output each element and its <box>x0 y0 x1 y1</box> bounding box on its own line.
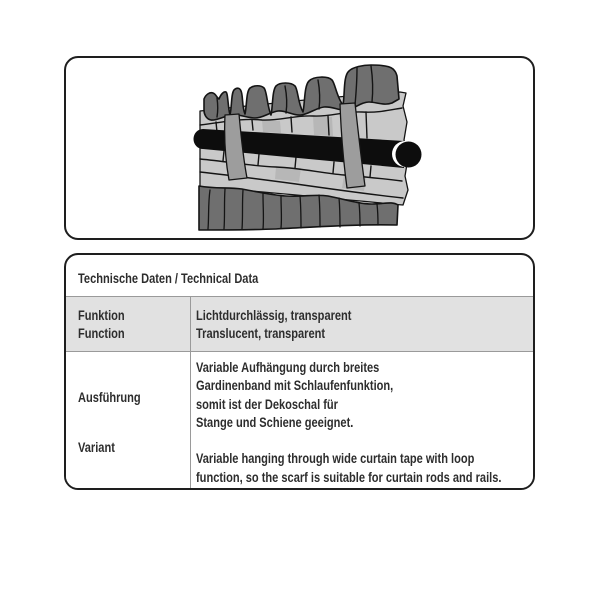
table-row-function <box>66 297 533 352</box>
variant-value-cell <box>191 352 535 488</box>
variant-value-line-5: Variable hanging through wide curtain tape with loop <box>196 450 475 467</box>
function-label-de: Funktion <box>78 307 125 323</box>
variant-value-line-6: function, so the scarf is suitable for curtain rods and rails. <box>196 468 502 485</box>
function-label-en: Function <box>78 325 125 342</box>
curtain-rod-illustration <box>66 58 533 238</box>
variant-value-line-2: Gardinenband mit Schlaufenfunktion, <box>196 377 394 394</box>
function-value-en: Translucent, transparent <box>196 325 326 342</box>
function-value-de: Lichtdurchlässig, transparent <box>196 307 352 323</box>
table-header-title: Technische Daten / Technical Data <box>78 270 259 286</box>
function-label-cell <box>66 297 191 351</box>
variant-label-cell <box>66 352 191 488</box>
illustration-panel <box>64 56 535 240</box>
variant-label-en: Variant <box>78 439 115 456</box>
technical-data-panel <box>64 253 535 490</box>
function-value-cell <box>191 297 533 351</box>
variant-value-line-4: Stange und Schiene geeignet. <box>196 413 354 430</box>
variant-label-de: Ausführung <box>78 389 141 405</box>
table-row-variant <box>66 352 533 488</box>
variant-value-line-1: Variable Aufhängung durch breites <box>196 359 380 375</box>
variant-value-blank-line <box>196 431 501 449</box>
variant-value-line-3: somit ist der Dekoschal für <box>196 395 338 412</box>
rod-end-cap <box>396 142 422 168</box>
table-header <box>66 255 533 297</box>
